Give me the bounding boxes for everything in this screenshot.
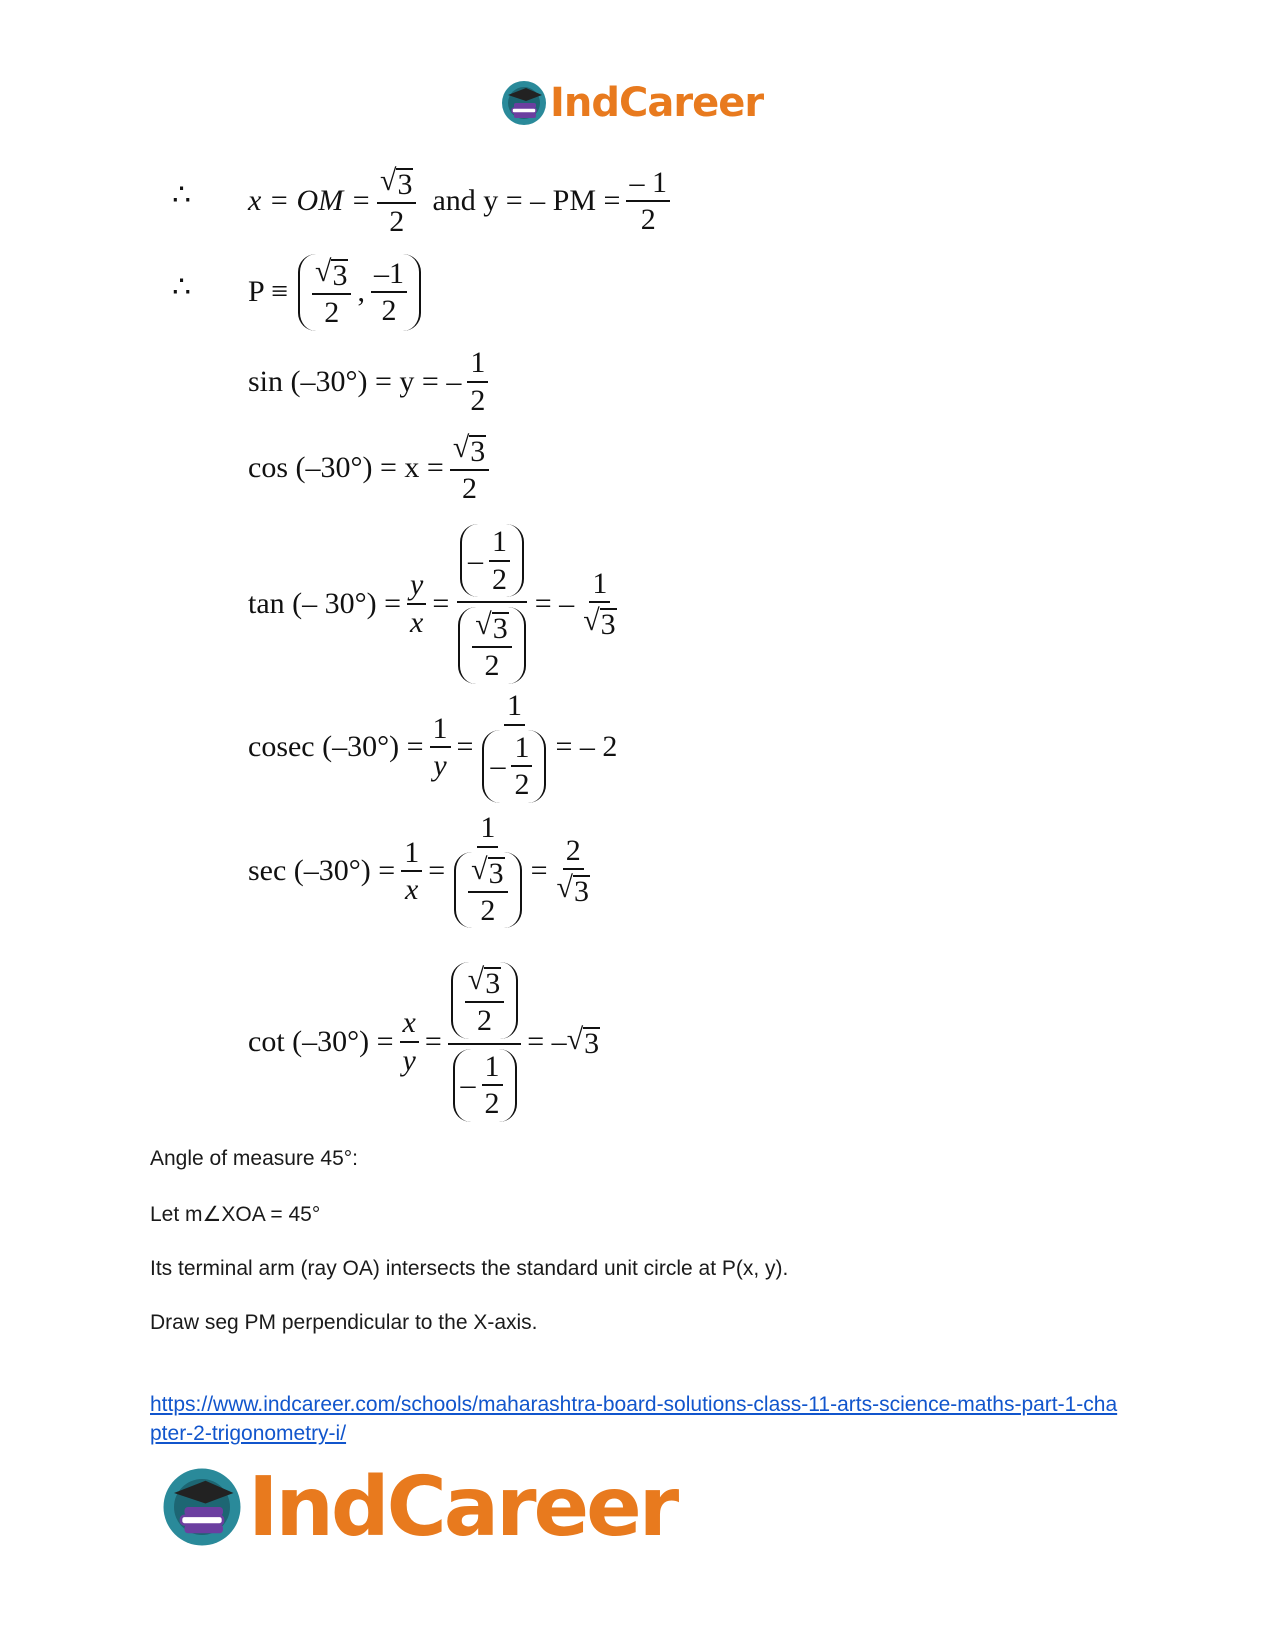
therefore-symbol: ∴ [172, 178, 192, 213]
graduation-book-icon [160, 1465, 244, 1549]
equation-tan: tan (– 30°) = $\frac{y}{x}$ = – $\frac{1}{2}$ √ 3 2 = – 1 √ 3 [248, 522, 626, 686]
equation-cos: cos (–30°) = x = √ 3 2 [248, 432, 495, 505]
logo-wordmark: IndCareer [248, 1459, 677, 1555]
therefore-symbol: ∴ [172, 270, 192, 305]
paragraph-angle-heading: Angle of measure 45°: [150, 1147, 359, 1170]
indcareer-logo-bottom [160, 1459, 677, 1555]
equation-sec: sec (–30°) = $\frac{1}{x}$ = 1 √ 3 2 = 2 √ 3 [248, 811, 589, 927]
equation-line-1: x = OM = √ 3 2 and y = – PM = $\frac{- 1}{2}$ [248, 165, 676, 238]
source-link[interactable]: https://www.indcareer.com/schools/maharashtra-board-solutions-class-11-arts-science-maths-part-1-chapter-2-trigonometry-i/ [150, 1393, 1118, 1445]
equation-cosec: cosec (–30°) = $\frac{1}{y}$ = 1 – $\frac{1}{2}$ = – 2 [248, 689, 618, 801]
equation-sin: sin (–30°) = y = – $\frac{1}{2}$ [248, 347, 494, 416]
paragraph-let-angle: Let m∠XOA = 45° [150, 1203, 321, 1226]
equation-line-2: P ≡ √ 3 2 , $\frac{-1}{2}$ [248, 252, 421, 333]
logo-wordmark: IndCareer [550, 80, 764, 126]
paragraph-draw-seg: Draw seg PM perpendicular to the X-axis. [150, 1311, 538, 1334]
paragraph-terminal-arm: Its terminal arm (ray OA) intersects the standard unit circle at P(x, y). [150, 1257, 789, 1280]
equation-cot: cot (–30°) = $\frac{x}{y}$ = √ 3 2 – $\frac{1}{2}$ = – √ 3 [248, 960, 600, 1124]
